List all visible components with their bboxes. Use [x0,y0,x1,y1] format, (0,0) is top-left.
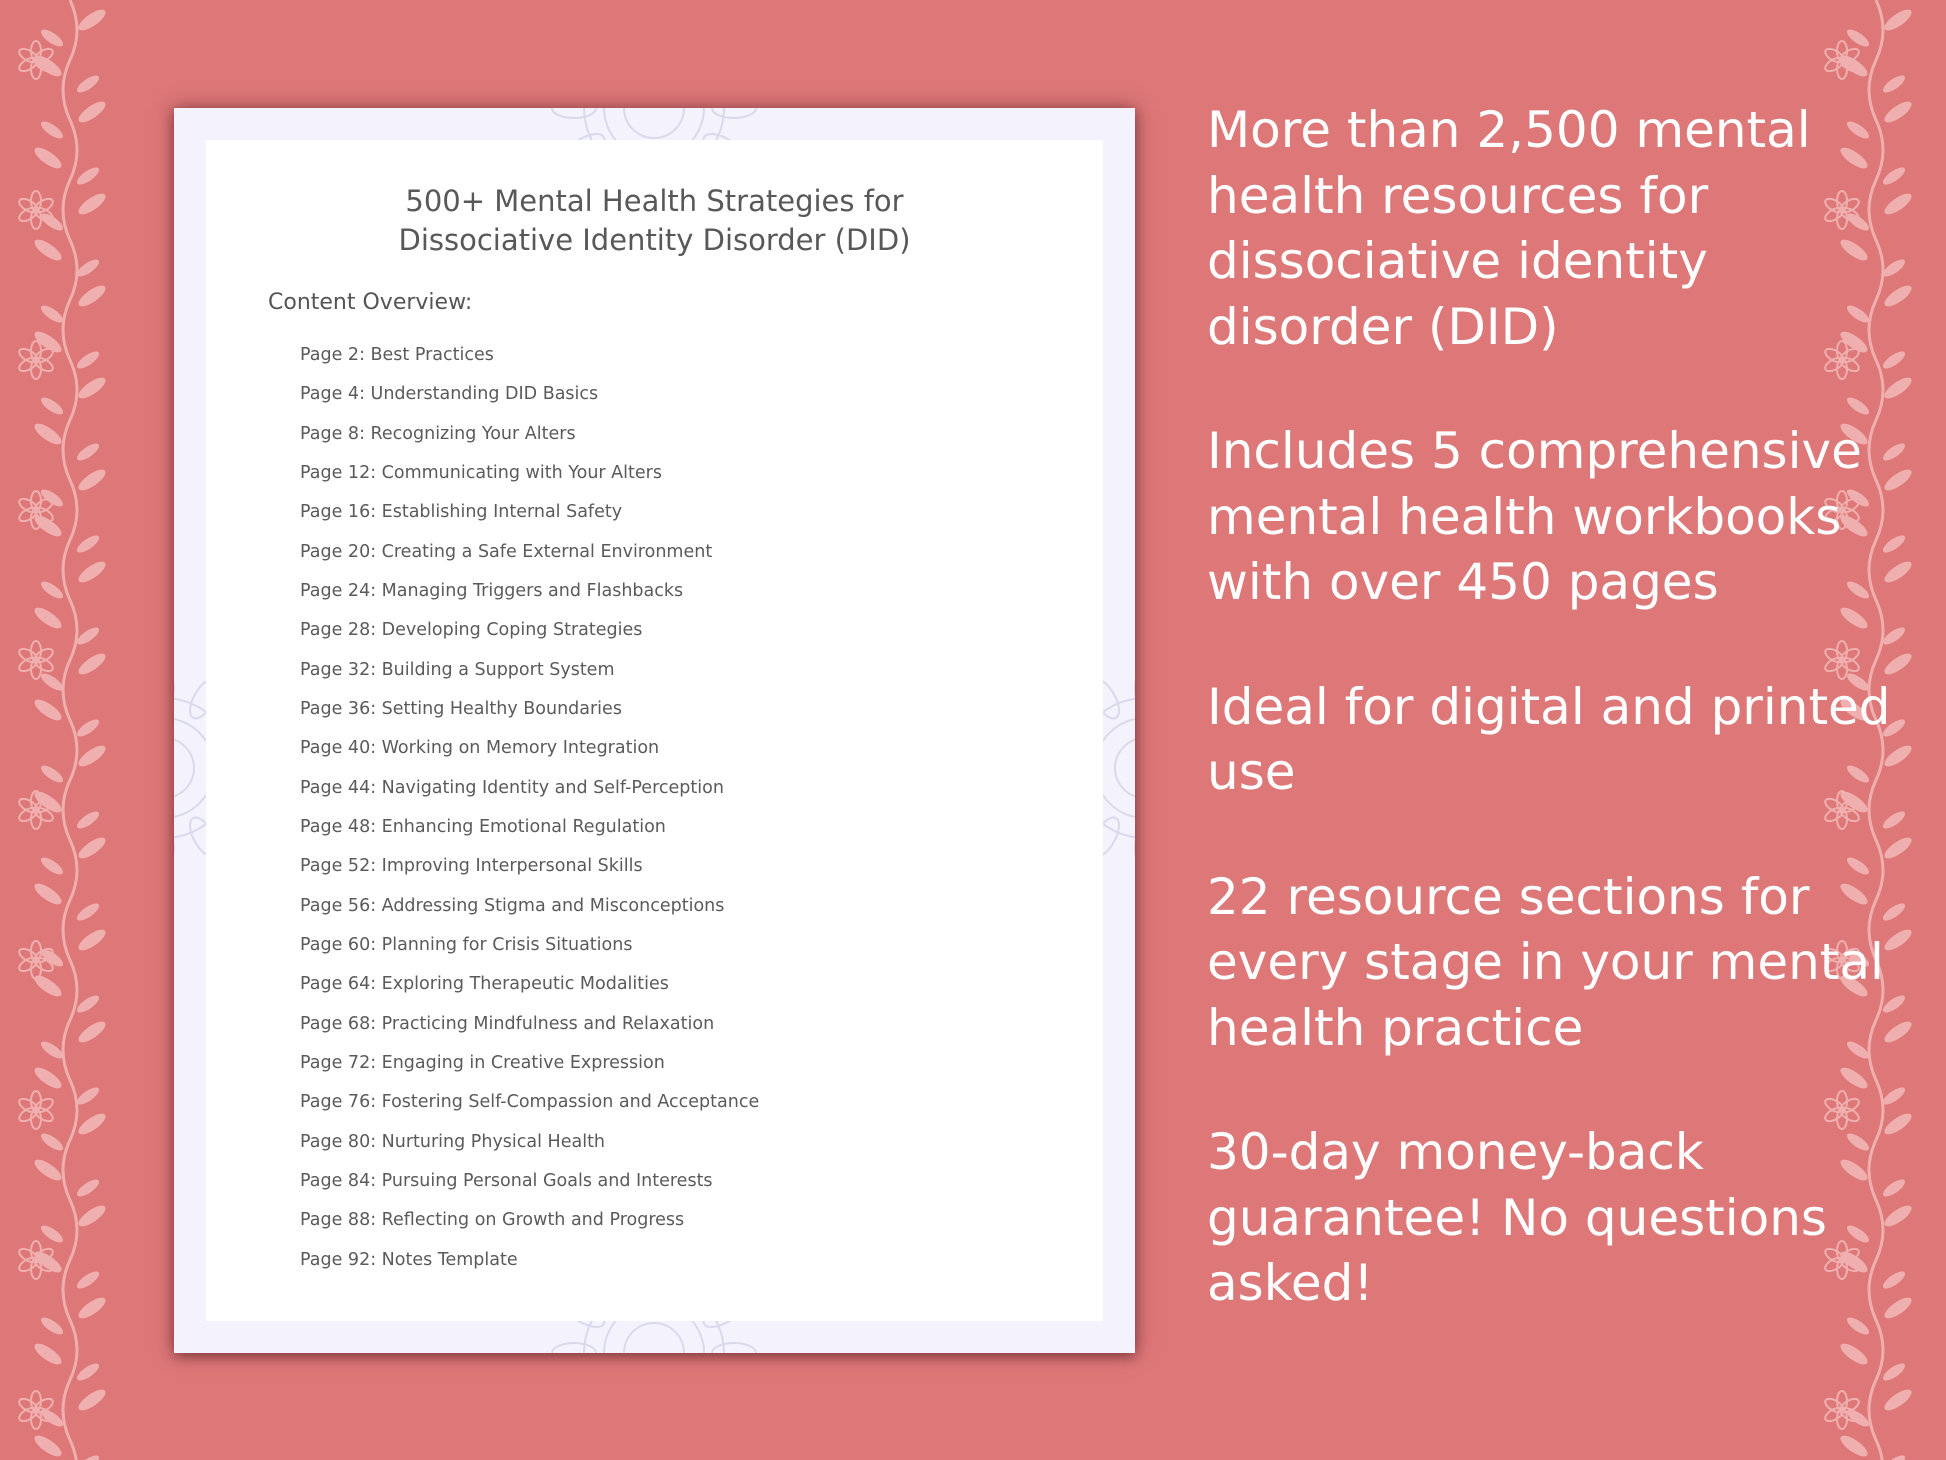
document-title-line-2: Dissociative Identity Disorder (DID) [398,223,911,257]
table-of-contents [300,336,759,1280]
document-title [206,182,1103,260]
feature-list [1207,98,1927,1317]
toc-item: Page 56: Addressing Stigma and Misconceptions [300,895,725,916]
toc-item: Page 16: Establishing Internal Safety [300,502,623,523]
toc-item: Page 72: Engaging in Creative Expression [300,1052,665,1073]
left-floral-vine [0,0,140,1460]
feature-workbooks: Includes 5 comprehensive mental health workbooks with over 450 pages [1207,422,1862,611]
toc-item: Page 40: Working on Memory Integration [300,738,660,759]
toc-item: Page 80: Nurturing Physical Health [300,1131,606,1152]
toc-item: Page 84: Pursuing Personal Goals and Interests [300,1170,713,1191]
toc-item: Page 24: Managing Triggers and Flashbacks [300,580,684,601]
toc-item: Page 44: Navigating Identity and Self-Perception [300,777,724,798]
toc-item: Page 20: Creating a Safe External Environment [300,541,713,562]
feature-guarantee: 30-day money-back guarantee! No questions asked! [1207,1123,1827,1312]
feature-usage: Ideal for digital and printed use [1207,677,1891,801]
toc-item: Page 92: Notes Template [300,1249,518,1270]
toc-item: Page 28: Developing Coping Strategies [300,620,643,641]
toc-item: Page 68: Practicing Mindfulness and Relaxation [300,1013,715,1034]
document-preview [174,108,1135,1353]
toc-item: Page 64: Exploring Therapeutic Modalities [300,974,669,995]
content-overview-label: Content Overview: [268,290,473,315]
toc-item: Page 88: Reflecting on Growth and Progress [300,1210,685,1231]
feature-sections: 22 resource sections for every stage in your mental health practice [1207,867,1884,1057]
toc-item: Page 2: Best Practices [300,345,494,365]
toc-item: Page 52: Improving Interpersonal Skills [300,856,643,877]
toc-item: Page 32: Building a Support System [300,659,615,680]
toc-item: Page 12: Communicating with Your Alters [300,462,662,483]
toc-item: Page 76: Fostering Self-Compassion and Acceptance [300,1092,760,1113]
toc-item: Page 36: Setting Healthy Boundaries [300,698,622,719]
toc-item: Page 8: Recognizing Your Alters [300,423,576,444]
document-title-line-1: 500+ Mental Health Strategies for [405,184,904,218]
toc-item: Page 48: Enhancing Emotional Regulation [300,816,666,837]
feature-resources-count: More than 2,500 mental health resources for dissociative identity disorder (DID) [1207,101,1811,356]
document-page [206,140,1103,1321]
toc-item: Page 4: Understanding DID Basics [300,384,599,405]
toc-item: Page 60: Planning for Crisis Situations [300,934,633,955]
